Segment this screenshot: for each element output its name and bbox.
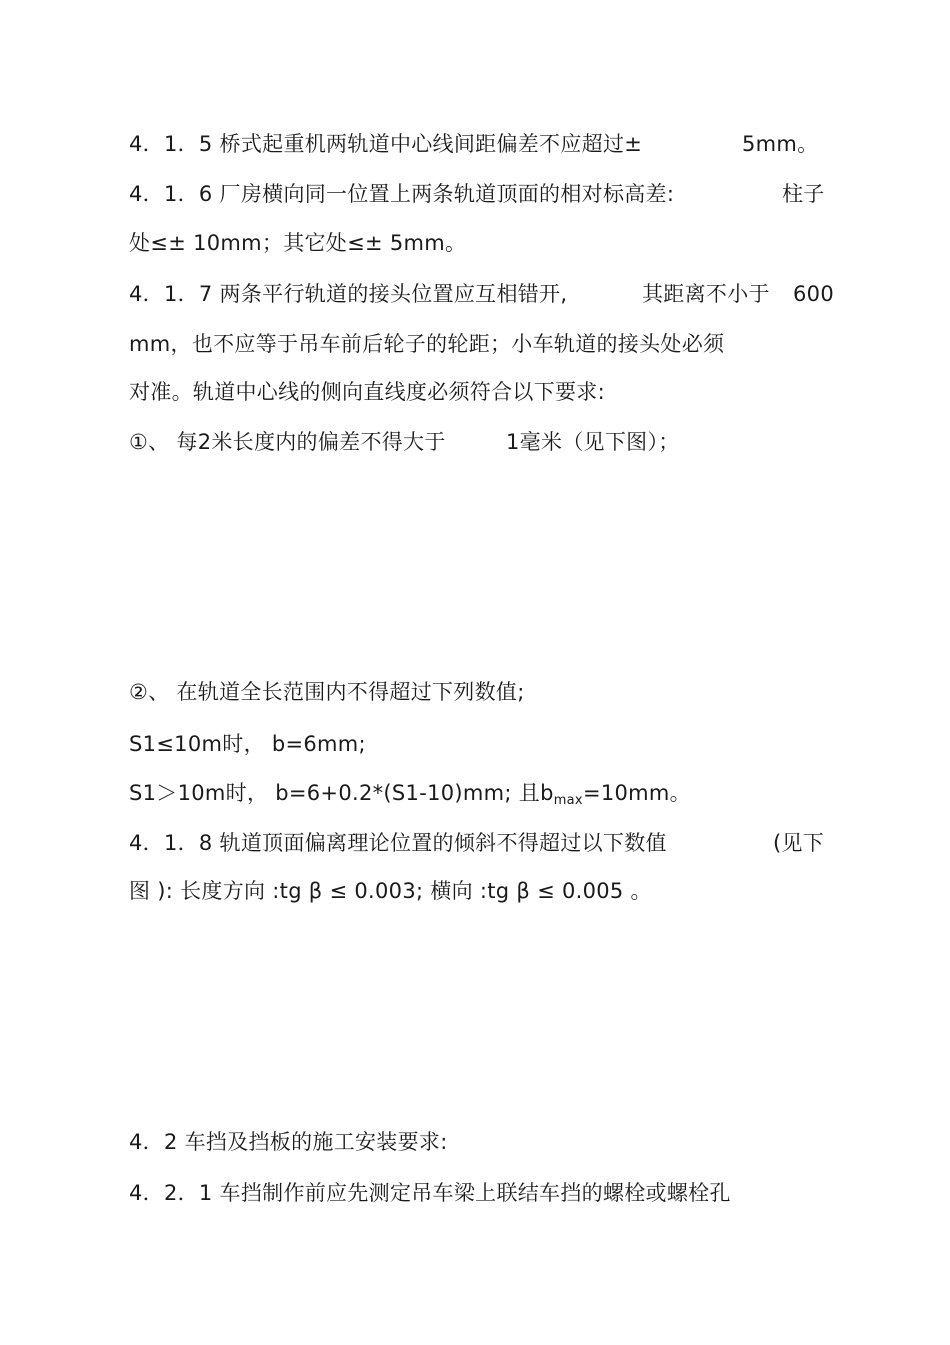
formula-subscript-max: max [553, 793, 583, 808]
clause-4-1-6-tail: 柱子 [782, 182, 825, 206]
clause-4-1-8-tail: (见下 [773, 831, 825, 855]
clause-4-1-7-cont1-text: mm，也不应等于吊车前后轮子的轮距；小车轨道的接头处必须 [129, 332, 725, 356]
formula-s1-gt-10-tail: =10mm。 [582, 781, 691, 805]
requirement-2-text: ②、 在轨道全长范围内不得超过下列数值; [129, 680, 525, 704]
clause-4-1-5-value: 5mm。 [742, 132, 819, 156]
clause-4-1-6-text: 4．1．6 厂房横向同一位置上两条轨道顶面的相对标高差: [129, 182, 675, 206]
clause-4-1-7-cont2-text: 对准。轨道中心线的侧向直线度必须符合以下要求: [129, 380, 605, 404]
formula-s1-le-10-text: S1≤10m时， b=6mm; [129, 732, 366, 756]
section-4-2-title: 4．2 车挡及挡板的施工安装要求: [129, 1130, 448, 1154]
clause-4-1-6-cont-text: 处≤± 10mm；其它处≤± 5mm。 [129, 231, 467, 255]
clause-4-1-8-text: 4．1．8 轨道顶面偏离理论位置的倾斜不得超过以下数值 [129, 831, 667, 855]
formula-s1-gt-10-text [129, 779, 691, 815]
clause-4-1-5-text: 4．1．5 桥式起重机两轨道中心线间距偏差不应超过± [129, 132, 643, 156]
clause-4-1-7-text: 4．1．7 两条平行轨道的接头位置应互相错开, [129, 282, 568, 306]
clause-4-1-8-cont-text: 图 ): 长度方向 :tg β ≤ 0.003; 横向 :tg β ≤ 0.005 。 [129, 879, 652, 903]
clause-4-1-7-mid: 其距离不小于 [642, 282, 770, 306]
requirement-1-value: 1毫米（见下图）； [506, 430, 680, 454]
clause-4-1-7-value: 600 [793, 282, 834, 306]
clause-4-2-1-text: 4．2．1 车挡制作前应先测定吊车梁上联结车挡的螺栓或螺栓孔 [129, 1181, 731, 1205]
formula-s1-gt-10-main: S1＞10m时， b=6+0.2*(S1-10)mm; 且b [129, 781, 554, 805]
requirement-1-text: ①、 每2米长度内的偏差不得大于 [129, 430, 446, 454]
